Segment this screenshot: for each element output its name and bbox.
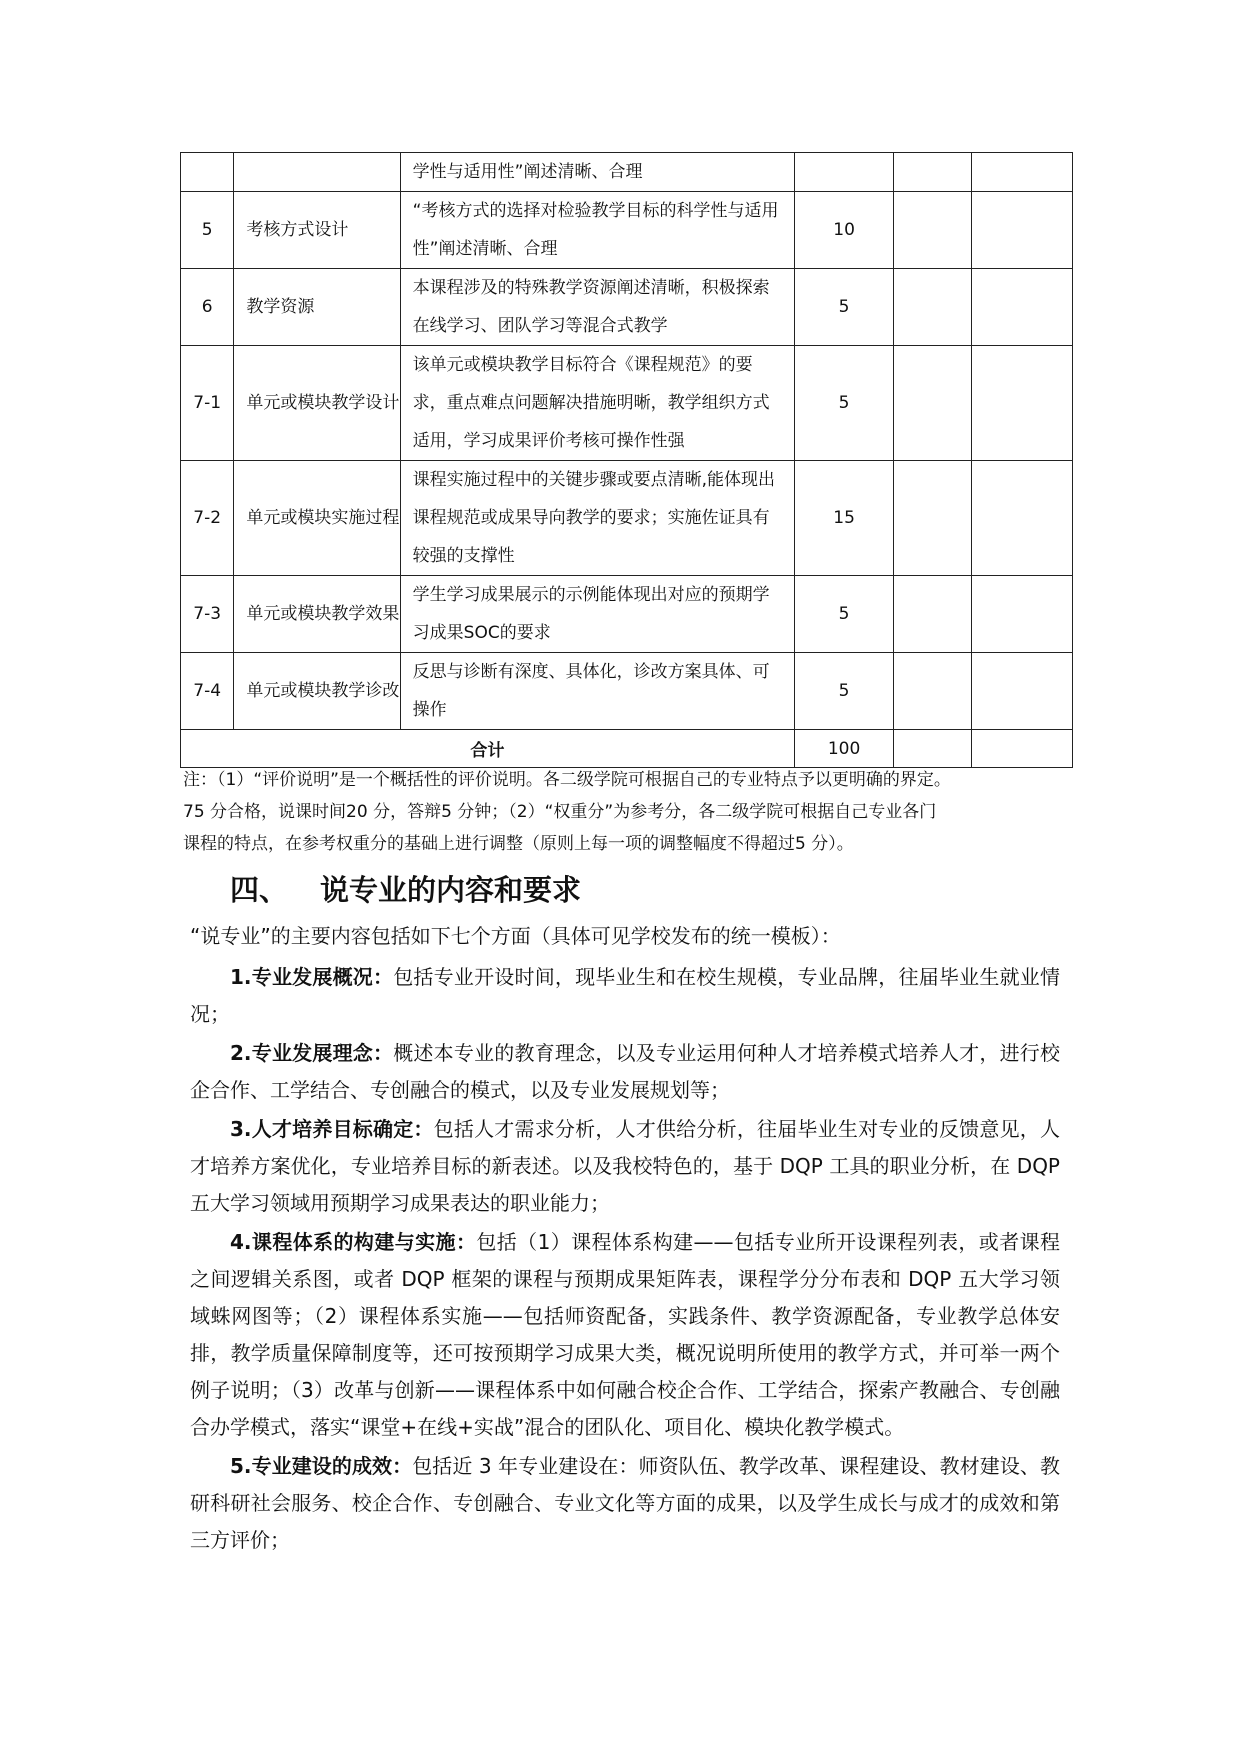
list-item-heading: 3.人才培养目标确定：	[230, 1117, 434, 1141]
table-row	[181, 153, 1073, 192]
row-weight: 5	[794, 269, 894, 346]
row-number: 7-4	[181, 653, 234, 730]
list-item-heading: 5.专业建设的成效：	[230, 1454, 413, 1478]
row-score-cell	[894, 653, 972, 730]
section-heading	[230, 868, 581, 909]
table-row	[181, 346, 1073, 461]
table-total-row	[181, 730, 1073, 768]
row-remark-cell	[972, 461, 1073, 576]
row-item-name	[234, 153, 400, 192]
row-remark-cell	[972, 153, 1073, 192]
row-remark-cell	[972, 653, 1073, 730]
row-remark-cell	[972, 576, 1073, 653]
row-score-cell	[894, 346, 972, 461]
list-item	[190, 1111, 1060, 1222]
section-intro: “说专业”的主要内容包括如下七个方面（具体可见学校发布的统一模板）：	[190, 924, 841, 948]
row-number: 7-3	[181, 576, 234, 653]
row-item-name: 单元或模块教学效果	[234, 576, 400, 653]
row-description: 学生学习成果展示的示例能体现出对应的预期学习成果SOC的要求	[400, 576, 794, 653]
table-row	[181, 653, 1073, 730]
list-item-text: 包括（1）课程体系构建——包括专业所开设课程列表，或者课程之间逻辑关系图，或者 DQP 框架的课程与预期成果矩阵表，课程学分分布表和 DQP 五大学习领域蛛网图等；（2）课程体系实施——包括师资配备，实践条件、教学资源配备，专业教学总体安排，教学质量保障制度等，还可按预期学习成果大类，概况说明所使用的教学方式，并可举一两个例子说明；（3）改革与创新——课程体系中如何融合校企合作、工学结合，探索产教融合、专创融合办学模式，落实“课堂+在线+实战”混合的团队化、项目化、模块化教学模式。	[190, 1230, 1061, 1439]
note-line: 注：（1）“评价说明”是一个概括性的评价说明。各二级学院可根据自己的专业特点予以更明确的界定。	[183, 770, 951, 790]
row-remark-cell	[972, 192, 1073, 269]
list-item-heading: 1.专业发展概况：	[230, 965, 394, 989]
row-weight: 10	[794, 192, 894, 269]
list-item-text: 包括人才需求分析，人才供给分析，往届毕业生对专业的反馈意见，人才培养方案优化，专业培养目标的新表述。以及我校特色的，基于 DQP 工具的职业分析，在 DQP 五大学习领域用预期学习成果表达的职业能力；	[190, 1117, 1061, 1215]
row-weight: 5	[794, 576, 894, 653]
row-item-name: 考核方式设计	[234, 192, 400, 269]
total-score-cell	[894, 730, 972, 768]
row-description: 学性与适用性”阐述清晰、合理	[400, 153, 794, 192]
section-body	[190, 918, 1060, 1561]
row-score-cell	[894, 153, 972, 192]
table-row	[181, 192, 1073, 269]
table-row	[181, 461, 1073, 576]
list-item-text: 概述本专业的教育理念，以及专业运用何种人才培养模式培养人才，进行校企合作、工学结合、专创融合的模式，以及专业发展规划等；	[190, 1041, 1061, 1102]
row-item-name: 教学资源	[234, 269, 400, 346]
row-number: 6	[181, 269, 234, 346]
row-score-cell	[894, 576, 972, 653]
row-number: 5	[181, 192, 234, 269]
total-remark-cell	[972, 730, 1073, 768]
evaluation-table	[180, 152, 1073, 768]
row-description: “考核方式的选择对检验教学目标的科学性与适用性”阐述清晰、合理	[400, 192, 794, 269]
note-line: 75 分合格，说课时间20 分，答辩5 分钟；（2）“权重分”为参考分，各二级学院可根据自己专业各门	[183, 802, 937, 822]
list-item	[190, 1448, 1060, 1559]
row-item-name: 单元或模块教学诊改	[234, 653, 400, 730]
row-description: 本课程涉及的特殊教学资源阐述清晰，积极探索在线学习、团队学习等混合式教学	[400, 269, 794, 346]
table-row	[181, 269, 1073, 346]
row-weight: 15	[794, 461, 894, 576]
list-item-text: 包括近 3 年专业建设在：师资队伍、教学改革、课程建设、教材建设、教研科研社会服务、校企合作、专创融合、专业文化等方面的成果，以及学生成长与成才的成效和第三方评价；	[190, 1454, 1060, 1552]
row-remark-cell	[972, 269, 1073, 346]
list-item	[190, 959, 1060, 1033]
row-remark-cell	[972, 346, 1073, 461]
total-label: 合计	[181, 730, 795, 768]
row-weight: 5	[794, 653, 894, 730]
list-item-text: 包括专业开设时间，现毕业生和在校生规模，专业品牌，往届毕业生就业情况；	[190, 965, 1061, 1026]
list-item	[190, 1224, 1060, 1446]
row-score-cell	[894, 269, 972, 346]
section-title-text: 说专业的内容和要求	[320, 873, 582, 907]
list-item-heading: 4.课程体系的构建与实施：	[230, 1230, 477, 1254]
note-line: 课程的特点，在参考权重分的基础上进行调整（原则上每一项的调整幅度不得超过5 分）。	[183, 834, 854, 854]
row-description: 该单元或模块教学目标符合《课程规范》的要求，重点难点问题解决措施明晰，教学组织方式适用，学习成果评价考核可操作性强	[400, 346, 794, 461]
table-note	[183, 764, 1073, 860]
table-row	[181, 576, 1073, 653]
row-weight	[794, 153, 894, 192]
row-score-cell	[894, 461, 972, 576]
row-score-cell	[894, 192, 972, 269]
row-number	[181, 153, 234, 192]
row-description: 课程实施过程中的关键步骤或要点清晰,能体现出课程规范或成果导向教学的要求；实施佐证具有较强的支撑性	[400, 461, 794, 576]
list-item	[190, 1035, 1060, 1109]
row-item-name: 单元或模块实施过程	[234, 461, 400, 576]
total-value: 100	[794, 730, 894, 768]
row-number: 7-2	[181, 461, 234, 576]
list-item-heading: 2.专业发展理念：	[230, 1041, 394, 1065]
section-number: 四、	[230, 873, 289, 907]
row-description: 反思与诊断有深度、具体化，诊改方案具体、可操作	[400, 653, 794, 730]
row-weight: 5	[794, 346, 894, 461]
row-item-name: 单元或模块教学设计	[234, 346, 400, 461]
row-number: 7-1	[181, 346, 234, 461]
